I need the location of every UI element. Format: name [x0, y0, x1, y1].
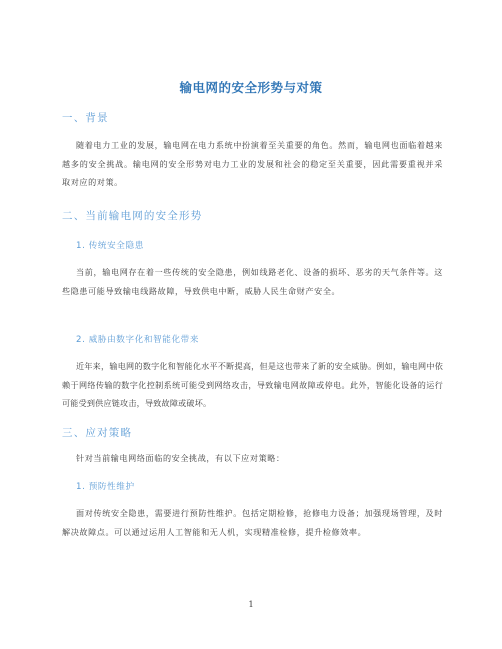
subsection-paragraph-digital-threats: 近年来，输电网的数字化和智能化水平不断提高，但是这也带来了新的安全威胁。例如，输电网中依赖于网络传输的数字化控制系统可能受到网络攻击，导致输电网故障或停电。此外，智能化设备的运行可能受到供应链攻击，导致故障或破坏。	[62, 361, 443, 408]
page-number: 1	[248, 600, 254, 609]
section-heading-background: 一、背景	[62, 112, 109, 124]
section-heading-situation: 二、当前输电网的安全形势	[62, 210, 203, 222]
section-paragraph-background: 随着电力工业的发展，输电网在电力系统中扮演着至关重要的角色。然而，输电网也面临着越来越多的安全挑战。输电网的安全形势对电力工业的发展和社会的稳定至关重要，因此需要重视并采取对应的对策。	[62, 140, 443, 187]
document-title: 输电网的安全形势与对策	[179, 80, 323, 95]
subsection-heading-preventive-maintenance: 1. 预防性维护	[76, 482, 135, 492]
subsection-heading-traditional-risks: 1. 传统安全隐患	[76, 241, 144, 251]
subsection-heading-digital-threats: 2. 威胁由数字化和智能化带来	[76, 335, 200, 345]
section-heading-strategies: 三、应对策略	[62, 427, 133, 439]
section-intro-strategies: 针对当前输电网络面临的安全挑战，有以下应对策略：	[76, 453, 285, 463]
subsection-paragraph-traditional-risks: 当前，输电网存在着一些传统的安全隐患，例如线路老化、设备的损坏、恶劣的天气条件等。这些隐患可能导致输电线路故障，导致供电中断，威胁人民生命财产安全。	[62, 267, 443, 296]
subsection-paragraph-preventive-maintenance: 面对传统安全隐患，需要进行预防性维护。包括定期检修，抢修电力设备；加强现场管理，及时解决故障点。可以通过运用人工智能和无人机，实现精准检修，提升检修效率。	[62, 508, 443, 537]
